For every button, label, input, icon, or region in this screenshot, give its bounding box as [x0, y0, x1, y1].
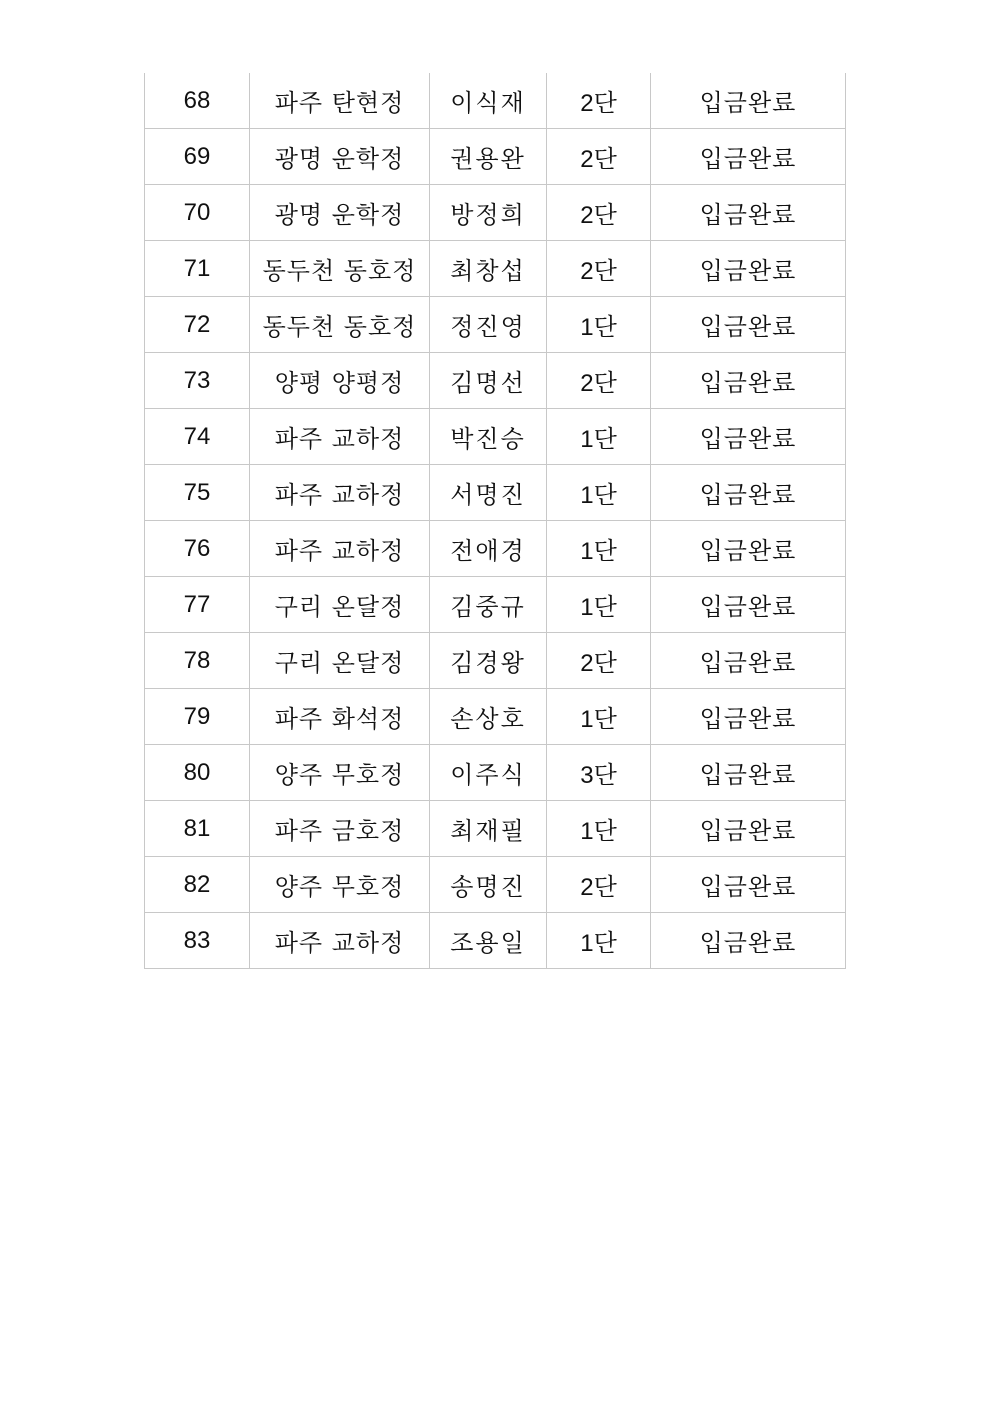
cell-number: 75: [145, 465, 250, 521]
cell-number: 68: [145, 73, 250, 129]
cell-status: 입금완료: [651, 633, 846, 689]
cell-name: 이주식: [430, 745, 547, 801]
cell-club: 양주 무호정: [250, 745, 430, 801]
table-row: [145, 857, 846, 913]
table-row: [145, 689, 846, 745]
cell-club: 파주 화석정: [250, 689, 430, 745]
cell-dan: 2단: [547, 353, 651, 409]
cell-status: 입금완료: [651, 577, 846, 633]
cell-dan: 2단: [547, 633, 651, 689]
cell-dan: 3단: [547, 745, 651, 801]
cell-club: 동두천 동호정: [250, 241, 430, 297]
cell-status: 입금완료: [651, 353, 846, 409]
cell-name: 이식재: [430, 73, 547, 129]
cell-dan: 1단: [547, 465, 651, 521]
cell-status: 입금완료: [651, 913, 846, 969]
cell-name: 조용일: [430, 913, 547, 969]
cell-dan: 1단: [547, 409, 651, 465]
cell-club: 양주 무호정: [250, 857, 430, 913]
cell-name: 최재필: [430, 801, 547, 857]
cell-club: 파주 교하정: [250, 409, 430, 465]
cell-number: 72: [145, 297, 250, 353]
cell-name: 최창섭: [430, 241, 547, 297]
cell-dan: 2단: [547, 185, 651, 241]
registration-table: [144, 73, 846, 969]
cell-number: 69: [145, 129, 250, 185]
cell-status: 입금완료: [651, 801, 846, 857]
cell-club: 양평 양평정: [250, 353, 430, 409]
cell-status: 입금완료: [651, 465, 846, 521]
cell-status: 입금완료: [651, 689, 846, 745]
table-row: [145, 913, 846, 969]
cell-name: 박진승: [430, 409, 547, 465]
cell-number: 83: [145, 913, 250, 969]
cell-dan: 1단: [547, 297, 651, 353]
cell-club: 파주 교하정: [250, 521, 430, 577]
cell-number: 76: [145, 521, 250, 577]
cell-club: 동두천 동호정: [250, 297, 430, 353]
cell-name: 전애경: [430, 521, 547, 577]
table-row: [145, 297, 846, 353]
cell-number: 78: [145, 633, 250, 689]
cell-status: 입금완료: [651, 185, 846, 241]
table-row: [145, 241, 846, 297]
cell-name: 김명선: [430, 353, 547, 409]
cell-status: 입금완료: [651, 857, 846, 913]
cell-dan: 2단: [547, 129, 651, 185]
cell-club: 파주 교하정: [250, 465, 430, 521]
cell-dan: 2단: [547, 241, 651, 297]
cell-status: 입금완료: [651, 129, 846, 185]
cell-name: 서명진: [430, 465, 547, 521]
table-row: [145, 185, 846, 241]
cell-dan: 1단: [547, 577, 651, 633]
table-row: [145, 353, 846, 409]
table-row: [145, 409, 846, 465]
cell-number: 74: [145, 409, 250, 465]
cell-dan: 1단: [547, 801, 651, 857]
cell-number: 79: [145, 689, 250, 745]
cell-status: 입금완료: [651, 745, 846, 801]
cell-club: 구리 온달정: [250, 577, 430, 633]
cell-name: 송명진: [430, 857, 547, 913]
cell-number: 80: [145, 745, 250, 801]
cell-dan: 2단: [547, 857, 651, 913]
table-row: [145, 129, 846, 185]
table-row: [145, 521, 846, 577]
cell-dan: 1단: [547, 913, 651, 969]
cell-number: 81: [145, 801, 250, 857]
table-row: [145, 465, 846, 521]
table-row: [145, 73, 846, 129]
cell-dan: 2단: [547, 73, 651, 129]
table-row: [145, 801, 846, 857]
cell-dan: 1단: [547, 689, 651, 745]
cell-number: 82: [145, 857, 250, 913]
table-row: [145, 577, 846, 633]
cell-club: 광명 운학정: [250, 185, 430, 241]
table-row: [145, 633, 846, 689]
cell-name: 정진영: [430, 297, 547, 353]
cell-club: 구리 온달정: [250, 633, 430, 689]
cell-dan: 1단: [547, 521, 651, 577]
cell-status: 입금완료: [651, 297, 846, 353]
cell-club: 파주 탄현정: [250, 73, 430, 129]
cell-status: 입금완료: [651, 521, 846, 577]
cell-status: 입금완료: [651, 241, 846, 297]
cell-status: 입금완료: [651, 73, 846, 129]
cell-club: 파주 금호정: [250, 801, 430, 857]
table-row: [145, 745, 846, 801]
cell-club: 파주 교하정: [250, 913, 430, 969]
cell-number: 77: [145, 577, 250, 633]
cell-club: 광명 운학정: [250, 129, 430, 185]
cell-name: 김중규: [430, 577, 547, 633]
cell-name: 손상호: [430, 689, 547, 745]
cell-name: 권용완: [430, 129, 547, 185]
cell-number: 73: [145, 353, 250, 409]
cell-number: 70: [145, 185, 250, 241]
cell-status: 입금완료: [651, 409, 846, 465]
cell-name: 김경왕: [430, 633, 547, 689]
cell-number: 71: [145, 241, 250, 297]
cell-name: 방정희: [430, 185, 547, 241]
